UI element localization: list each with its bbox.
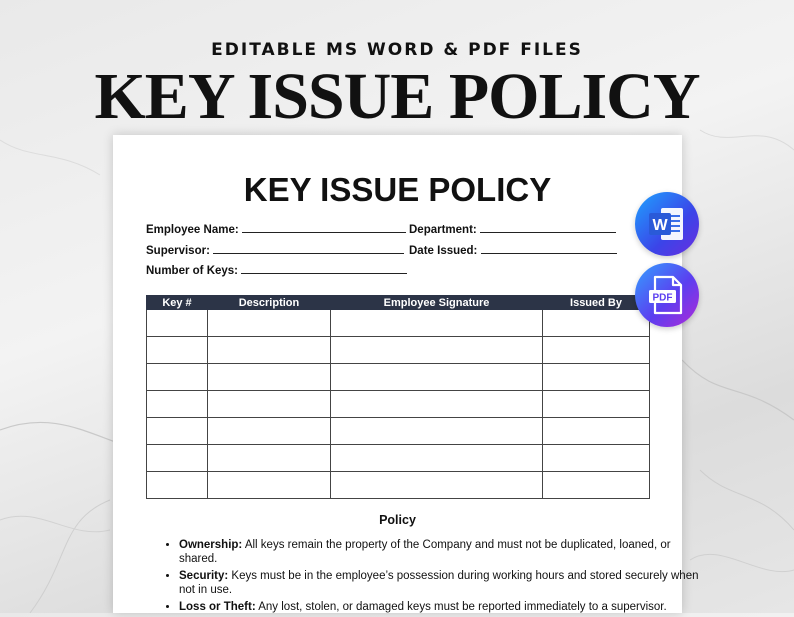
supervisor-line[interactable] [213,243,404,254]
word-file-icon [635,192,699,256]
table-cell[interactable] [331,418,543,445]
table-cell[interactable] [147,364,208,391]
table-body [147,310,650,499]
policy-term: Ownership: [179,539,243,551]
policy-term: Loss or Theft: [179,601,256,613]
policy-heading: Policy [379,513,416,527]
pdf-badge-label: PDF [652,292,673,304]
date-issued-field [409,243,617,257]
supervisor-field [146,243,404,257]
banner-subtitle: EDITABLE MS WORD & PDF FILES [211,40,583,60]
table-cell[interactable] [147,391,208,418]
table-row [147,445,650,472]
table-cell[interactable] [147,310,208,337]
table-cell[interactable] [543,418,650,445]
department-label: Department: [409,224,477,236]
header-issued-by: Issued By [543,296,650,310]
banner-title: KEY ISSUE POLICY [94,60,700,133]
table-row [147,364,650,391]
department-line[interactable] [480,222,616,233]
table-cell[interactable] [543,472,650,499]
table-row [147,418,650,445]
policy-item-ownership [179,538,699,566]
pdf-file-icon [635,263,699,327]
policy-text: Any lost, stolen, or damaged keys must be reported immediately to a supervisor. [258,601,667,613]
table-cell[interactable] [208,418,331,445]
table-cell[interactable] [208,364,331,391]
table-cell[interactable] [208,391,331,418]
header-description: Description [208,296,331,310]
table-header-row [147,296,650,310]
policy-item-loss-or-theft [179,600,699,614]
table-cell[interactable] [331,445,543,472]
table-cell[interactable] [543,391,650,418]
table-cell[interactable] [331,472,543,499]
policy-text: Keys must be in the employee’s possession during working hours and stored securely when not in use. [179,570,699,596]
word-format-badge [635,192,699,256]
table-cell[interactable] [331,391,543,418]
table-cell[interactable] [208,472,331,499]
key-log-table [146,295,650,499]
number-of-keys-line[interactable] [241,263,407,274]
header-employee-signature: Employee Signature [331,296,543,310]
number-of-keys-field [146,263,407,277]
table-cell[interactable] [543,310,650,337]
employee-name-line[interactable] [242,222,406,233]
table-row [147,391,650,418]
table-cell[interactable] [543,337,650,364]
table-row [147,337,650,364]
document-sheet [113,135,699,613]
date-issued-label: Date Issued: [409,245,478,257]
department-field [409,222,616,236]
table-cell[interactable] [543,445,650,472]
policy-text: All keys remain the property of the Company and must not be duplicated, loaned, or shared. [179,539,671,565]
table-cell[interactable] [543,364,650,391]
table-cell[interactable] [208,310,331,337]
table-cell[interactable] [147,418,208,445]
policy-list [143,538,699,617]
table-cell[interactable] [331,310,543,337]
policy-item-security [179,569,699,597]
table-cell[interactable] [147,337,208,364]
number-of-keys-label: Number of Keys: [146,265,239,277]
policy-term: Security: [179,570,229,582]
employee-name-label: Employee Name: [146,224,239,236]
table-row [147,310,650,337]
table-row [147,472,650,499]
table-cell[interactable] [208,445,331,472]
pdf-format-badge [635,263,699,327]
table-cell[interactable] [147,472,208,499]
table-cell[interactable] [147,445,208,472]
document-title: KEY ISSUE POLICY [243,171,552,208]
employee-name-field [146,222,406,236]
supervisor-label: Supervisor: [146,245,210,257]
table-cell[interactable] [331,364,543,391]
date-issued-line[interactable] [481,243,617,254]
header-key-number: Key # [147,296,208,310]
word-badge-label: W [652,217,668,234]
table-cell[interactable] [208,337,331,364]
table-cell[interactable] [331,337,543,364]
